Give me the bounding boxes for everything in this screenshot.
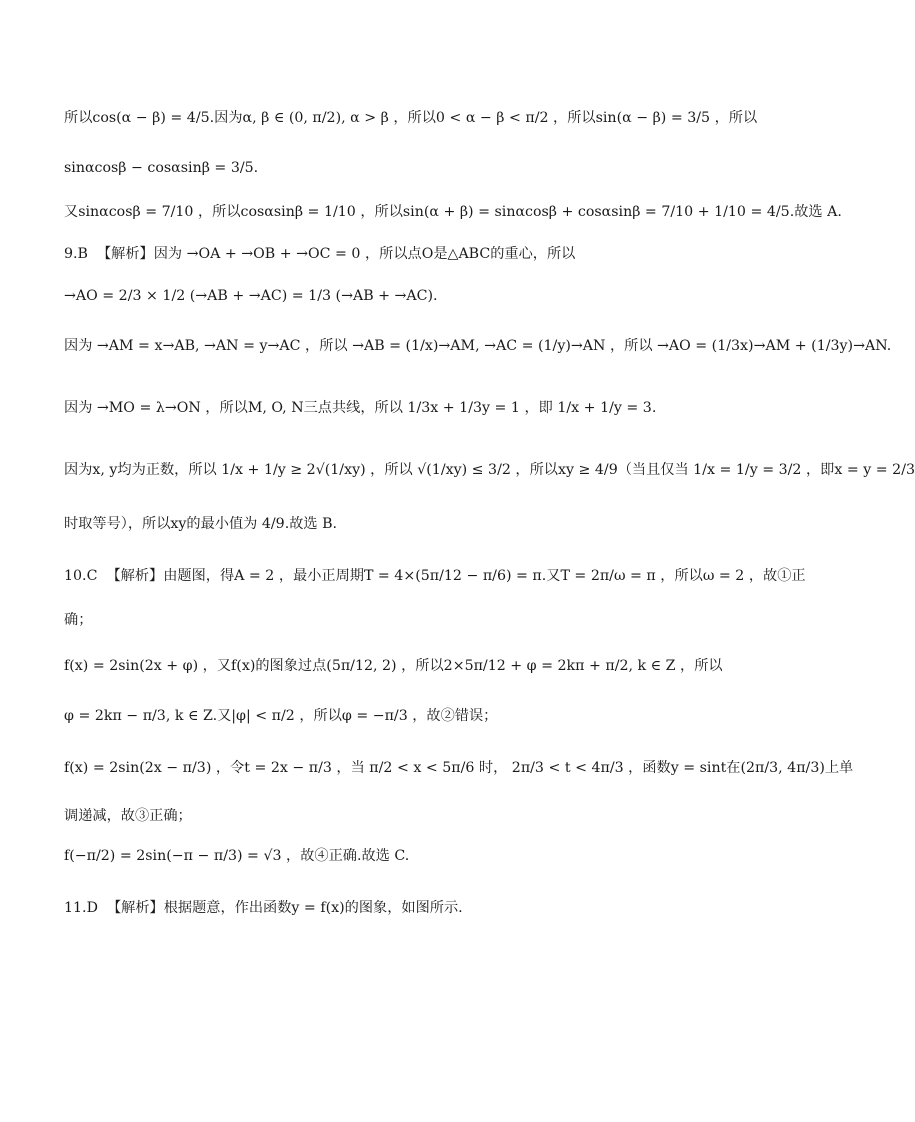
line-text: 所以cos(α − β) = 4/5.因为α, β ∈ (0, π/2), α > β ，所以0 < α − β < π/2 ，所以sin(α − β) = 3/5 ，所以: [64, 110, 758, 126]
line-text: φ = 2kπ − π/3, k ∈ Z.又|φ| < π/2 ，所以φ = −π/3 ，故②错误；: [64, 708, 498, 724]
text-line-15: [64, 806, 754, 826]
line-text: sinαcosβ − cosαsinβ = 3/5.: [64, 160, 259, 176]
text-line-6: [64, 336, 892, 356]
text-line-11: [64, 610, 754, 630]
text-line-14: [64, 758, 854, 778]
line-text: f(−π/2) = 2sin(−π − π/3) = √3 ，故④正确.故选 C.: [64, 848, 410, 864]
text-line-8: [64, 460, 915, 480]
line-text: →AO = 2/3 × 1/2 (→AB + →AC) = 1/3 (→AB + →AC).: [64, 288, 438, 304]
line-text: 调递减，故③正确；: [64, 808, 192, 824]
line-text: f(x) = 2sin(2x − π/3) ，令t = 2x − π/3 ，当 π/2 < x < 5π/6 时， 2π/3 < t < 4π/3 ，函数y = sint在(2π/3, 4π/3)上单: [64, 760, 854, 776]
line-text: 因为 →MO = λ→ON ，所以M, O, N三点共线，所以 1/3x + 1/3y = 1 ，即 1/x + 1/y = 3.: [64, 400, 657, 416]
line-text: 因为x, y均为正数，所以 1/x + 1/y ≥ 2√(1/xy) ，所以 √(1/xy) ≤ 3/2 ，所以xy ≥ 4/9（当且仅当 1/x = 1/y = 3/2 ，即x = y = 2/3: [64, 462, 915, 478]
text-line-16: [64, 846, 754, 866]
text-line-10: [64, 566, 806, 586]
line-text: 9.B 【解析】因为 →OA + →OB + →OC = 0 ，所以点O是△ABC的重心，所以: [64, 246, 576, 262]
text-line-17: [64, 898, 754, 918]
line-text: 又sinαcosβ = 7/10 ，所以cosαsinβ = 1/10 ，所以sin(α + β) = sinαcosβ + cosαsinβ = 7/10 + 1/10 = 4/5.故选 A.: [64, 204, 842, 220]
text-line-2: [64, 158, 754, 178]
line-text: f(x) = 2sin(2x + φ) ，又f(x)的图象过点(5π/12, 2) ，所以2×5π/12 + φ = 2kπ + π/2, k ∈ Z ，所以: [64, 658, 723, 674]
line-text: 11.D 【解析】根据题意，作出函数y = f(x)的图象，如图所示.: [64, 900, 463, 916]
text-line-1: [64, 108, 758, 128]
line-text: 确；: [64, 612, 93, 628]
text-line-12: [64, 656, 754, 676]
text-line-13: [64, 706, 754, 726]
text-line-7: [64, 398, 754, 418]
text-line-5: [64, 286, 754, 306]
line-text: 因为 →AM = x→AB, →AN = y→AC ，所以 →AB = (1/x)→AM, →AC = (1/y)→AN ，所以 →AO = (1/3x)→AM + (1/3y)→AN.: [64, 338, 892, 354]
text-line-3: [64, 202, 842, 222]
text-line-9: [64, 514, 754, 534]
text-line-4: [64, 244, 754, 264]
line-text: 时取等号），所以xy的最小值为 4/9.故选 B.: [64, 516, 338, 532]
line-text: 10.C 【解析】由题图，得A = 2 ，最小正周期T = 4×(5π/12 − π/6) = π.又T = 2π/ω = π ，所以ω = 2 ，故①正: [64, 568, 806, 584]
